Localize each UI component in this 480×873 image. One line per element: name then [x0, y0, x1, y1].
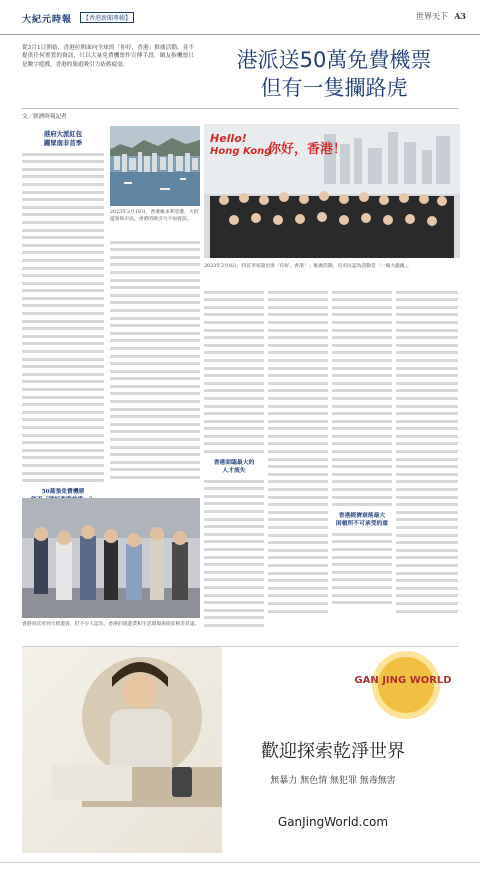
edition-label: 【香港新聞專輯】 [80, 12, 134, 23]
column-3-title [204, 459, 264, 475]
ganjing-advertisement[interactable] [22, 646, 458, 853]
page-footer-rule [0, 862, 480, 863]
article-headline [200, 46, 468, 102]
photo-street-crowd [22, 498, 200, 618]
byline: 文／經濟時報記者 [22, 114, 67, 120]
column-1-subtitle-line-1: 50萬張免費機票 [41, 489, 85, 496]
article-deck: 從3月1日開始，香港拉開面向全球的「你好，香港」推廣活動，並不提供任何實質的資訊，只以大量免費機票作宣傳手段。網友指機票只是數字遊戲，香港的旅遊吸引力依舊疲弱。 [22, 45, 194, 68]
article-column-4 [268, 286, 328, 642]
banner-hongkong: Hong Kong [210, 146, 272, 157]
caption-photo-2: 2023年2月18日，香港維多利亞港，大批遊客和市民，香港的吸引力不如從前。 [110, 210, 199, 222]
column-1-title-line-2: 躍眾南非首季 [43, 139, 83, 147]
article-column-3 [204, 286, 264, 642]
banner-hello: Hello! [210, 132, 247, 145]
caption-photo-3: 香港再次看到大批遊客，但不少人認為，香港的旅遊業和生活環境與從前相差甚遠。 [22, 622, 200, 627]
ad-tagline: 無暴力 無色情 無犯罪 無毒無害 [270, 776, 396, 786]
column-3-title-line-1: 香港面臨最大的 [213, 460, 255, 467]
divider [22, 108, 458, 109]
photo-victoria-harbour [110, 126, 200, 206]
masthead [0, 0, 480, 35]
article-column-2 [110, 236, 200, 494]
column-5-title-line-2: 困頓所不可承受的重 [335, 521, 389, 528]
column-1-body [22, 153, 104, 483]
article-column-1 [22, 124, 104, 494]
column-5-title-line-1: 香港經濟衰落最大 [338, 513, 386, 520]
article-column-6 [396, 286, 458, 642]
harbour-image [110, 126, 200, 206]
ad-brand: GAN JING WORLD [354, 675, 452, 686]
page-number: A3 [454, 11, 466, 21]
caption-photo-1: 2023年2月8日，特首李家超出席「你好，香港！」推廣活動，有市民認為活動是「一場大龍鳳」。 [204, 264, 412, 269]
headline-line-2: 但有一隻攔路虎 [260, 76, 408, 100]
newspaper-logo: 大紀元時報 [22, 15, 73, 25]
banner-chinese: 你好，香港！ [268, 142, 347, 157]
column-5-title [332, 512, 392, 528]
ad-headline: 歡迎探索乾淨世界 [261, 741, 405, 762]
headline-line-1: 港派送50萬免費機票 [236, 48, 432, 72]
column-1-title-line-1: 港府大派紅包 [43, 130, 83, 138]
column-3-title-line-2: 人才流失 [222, 468, 246, 475]
article-column-5 [332, 286, 392, 642]
ad-url[interactable]: GanJingWorld.com [277, 815, 389, 829]
photo-hello-hongkong-event [204, 124, 460, 258]
column-1-title [22, 130, 104, 148]
street-image [22, 498, 200, 618]
section-label: 世界天下 [416, 12, 448, 21]
